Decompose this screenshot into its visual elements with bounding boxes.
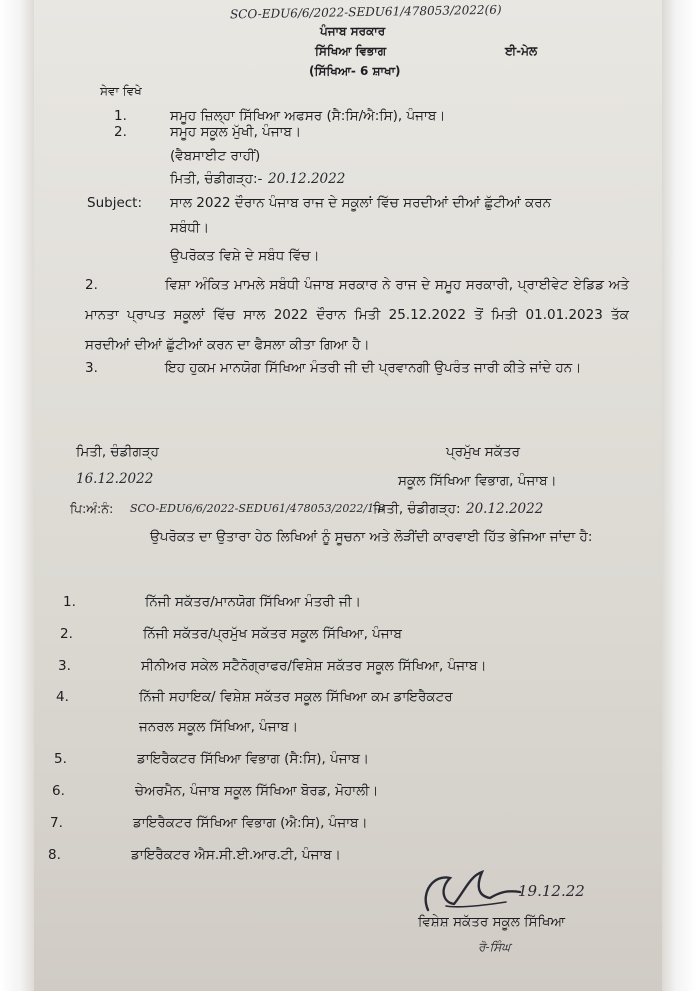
special-secretary-title: ਵਿਸ਼ੇਸ਼ ਸਕੱਤਰ ਸਕੂਲ ਸਿੱਖਿਆ xyxy=(418,914,566,930)
paragraph-2-number: 2. xyxy=(85,277,98,293)
copy-to-number: 2. xyxy=(60,626,73,642)
endorsement-number-handwritten: SCO-EDU6/6/2022-SEDU61/478053/2022/1-8 xyxy=(130,502,385,515)
copy-to-number: 7. xyxy=(50,815,63,831)
paper-right-margin xyxy=(662,0,696,991)
copy-to-item: ਨਿੱਜੀ ਸਕੱਤਰ/ਮਾਨਯੋਗ ਸਿੱਖਿਆ ਮੰਤਰੀ ਜੀ। xyxy=(145,594,361,610)
principal-secretary-department: ਸਕੂਲ ਸਿੱਖਿਆ ਵਿਭਾਗ, ਪੰਜਾਬ। xyxy=(398,473,557,489)
branch-heading: (ਸਿੱਖਿਆ- 6 ਸ਼ਾਖਾ) xyxy=(309,64,401,78)
copy-to-item: ਚੇਅਰਮੈਨ, ਪੰਜਾਬ ਸਕੂਲ ਸਿੱਖਿਆ ਬੋਰਡ, ਮੋਹਾਲੀ। xyxy=(135,783,379,799)
paragraph-3: ਇਹ ਹੁਕਮ ਮਾਨਯੋਗ ਸਿੱਖਿਆ ਮੰਤਰੀ ਜੀ ਦੀ ਪ੍ਰਵਾਨਗੀ ਉਪਰੰਤ ਜਾਰੀ ਕੀਤੇ ਜਾਂਦੇ ਹਨ। xyxy=(165,360,582,376)
website-note: (ਵੈਬਸਾਈਟ ਰਾਹੀਂ) xyxy=(170,148,261,164)
copy-to-item-continued: ਜਨਰਲ ਸਕੂਲ ਸਿੱਖਿਆ, ਪੰਜਾਬ। xyxy=(139,719,299,735)
sign-block-date-label: ਮਿਤੀ, ਚੰਡੀਗੜ੍ਹ xyxy=(76,444,159,460)
to-label: ਸੇਵਾ ਵਿਖੇ xyxy=(100,84,142,98)
subject-label: Subject: xyxy=(87,195,143,211)
subject-line-2: ਸਬੰਧੀ। xyxy=(170,220,210,236)
endorsement-date-handwritten: 20.12.2022 xyxy=(466,501,544,517)
department-heading: ਸਿੱਖਿਆ ਵਿਭਾਗ xyxy=(315,44,387,58)
copy-to-item: ਨਿੱਜੀ ਸਕੱਤਰ/ਪ੍ਰਮੁੱਖ ਸਕੱਤਰ ਸਕੂਲ ਸਿੱਖਿਆ, ਪੰਜਾਬ xyxy=(143,626,402,642)
signature-initial-handwritten: ਰੋ-ਸਿੰਘ xyxy=(478,940,511,954)
endorsement-date-label: ਮਿਤੀ, ਚੰਡੀਗੜ੍ਹ: xyxy=(373,501,461,517)
copy-to-number: 1. xyxy=(63,594,76,610)
signature-date-handwritten: 19.12.22 xyxy=(518,882,585,900)
issue-date-handwritten: 20.12.2022 xyxy=(268,171,346,187)
copy-to-item: ਸੀਨੀਅਰ ਸਕੇਲ ਸਟੈਨੋਗ੍ਰਾਫਰ/ਵਿਸ਼ੇਸ਼ ਸਕੱਤਰ ਸਕੂਲ ਸਿੱਖਿਆ, ਪੰਜਾਬ। xyxy=(141,658,487,674)
government-heading: ਪੰਜਾਬ ਸਰਕਾਰ xyxy=(320,24,386,38)
recipient-number: 1. xyxy=(114,108,127,124)
copy-to-number: 3. xyxy=(58,658,71,674)
endorsement-prefix: ਪਿ:ਅੰ:ਨੰ: xyxy=(70,501,114,516)
copy-to-item: ਡਾਇਰੈਕਟਰ ਸਿੱਖਿਆ ਵਿਭਾਗ (ਐ:ਸਿ), ਪੰਜਾਬ। xyxy=(133,815,368,831)
copy-to-number: 5. xyxy=(54,751,67,767)
recipient-text: ਸਮੂਹ ਜ਼ਿਲ੍ਹਾ ਸਿੱਖਿਆ ਅਫਸਰ (ਸੈ:ਸਿ/ਐ:ਸਿ), ਪੰਜਾਬ। xyxy=(170,108,446,124)
copy-to-item: ਨਿੱਜੀ ਸਹਾਇਕ/ ਵਿਸ਼ੇਸ਼ ਸਕੱਤਰ ਸਕੂਲ ਸਿੱਖਿਆ ਕਮ ਡਾਇਰੈਕਟਰ xyxy=(139,689,453,705)
copy-line: ਉਪਰੋਕਤ ਦਾ ਉਤਾਰਾ ਹੇਠ ਲਿਖਿਆਂ ਨੂੰ ਸੂਚਨਾ ਅਤੇ ਲੋੜੀਂਦੀ ਕਾਰਵਾਈ ਹਿੱਤ ਭੇਜਿਆ ਜਾਂਦਾ ਹੈ: xyxy=(150,529,593,545)
reference-line: ਉਪਰੋਕਤ ਵਿਸ਼ੇ ਦੇ ਸਬੰਧ ਵਿੱਚ। xyxy=(170,248,320,264)
paper-left-margin xyxy=(0,0,34,991)
recipient-number: 2. xyxy=(114,124,127,140)
copy-to-item: ਡਾਇਰੈਕਟਰ ਸਿੱਖਿਆ ਵਿਭਾਗ (ਸੈ:ਸਿ), ਪੰਜਾਬ। xyxy=(137,751,370,767)
copy-to-number: 8. xyxy=(48,847,61,863)
handwritten-reference: SCO-EDU6/6/2022-SEDU61/478053/2022(6) xyxy=(229,2,502,22)
sign-block-date-handwritten: 16.12.2022 xyxy=(76,471,154,487)
copy-to-number: 6. xyxy=(52,783,65,799)
paragraph-3-number: 3. xyxy=(85,360,98,376)
subject-line-1: ਸਾਲ 2022 ਦੌਰਾਨ ਪੰਜਾਬ ਰਾਜ ਦੇ ਸਕੂਲਾਂ ਵਿੱਚ ਸਰਦੀਆਂ ਦੀਆਂ ਛੁੱਟੀਆਂ ਕਰਨ xyxy=(170,195,552,211)
email-tag: ਈ-ਮੇਲ xyxy=(505,44,538,58)
paragraph-2: ਵਿਸ਼ਾ ਅੰਕਿਤ ਮਾਮਲੇ ਸਬੰਧੀ ਪੰਜਾਬ ਸਰਕਾਰ ਨੇ ਰਾਜ ਦੇ ਸਮੂਹ ਸਰਕਾਰੀ, ਪ੍ਰਾਈਵੇਟ ਏਡਿਡ ਅਤੇ ਮਾਨਤਾ ਪ੍ਰਾਪਤ ਸਕੂਲਾਂ ਵਿੱਚ ਸਾਲ 2022 ਦੌਰਾਨ ਮਿਤੀ 25.12.2022 ਤੋਂ ਮਿਤੀ 01.01.2023 ਤੱਕ ਸਰਦੀਆਂ ਦੀਆਂ ਛੁੱਟੀਆਂ ਕਰਨ ਦਾ ਫੈਸਲਾ ਕੀਤਾ ਗਿਆ ਹੈ। xyxy=(85,277,629,353)
issue-date-label: ਮਿਤੀ, ਚੰਡੀਗੜ੍ਹ:- xyxy=(170,171,263,187)
copy-to-item: ਡਾਇਰੈਕਟਰ ਐਸ.ਸੀ.ਈ.ਆਰ.ਟੀ, ਪੰਜਾਬ। xyxy=(131,847,341,863)
recipient-text: ਸਮੂਹ ਸਕੂਲ ਮੁੱਖੀ, ਪੰਜਾਬ। xyxy=(170,124,302,140)
principal-secretary-title: ਪ੍ਰਮੁੱਖ ਸਕੱਤਰ xyxy=(446,444,521,460)
copy-to-number: 4. xyxy=(56,689,69,705)
